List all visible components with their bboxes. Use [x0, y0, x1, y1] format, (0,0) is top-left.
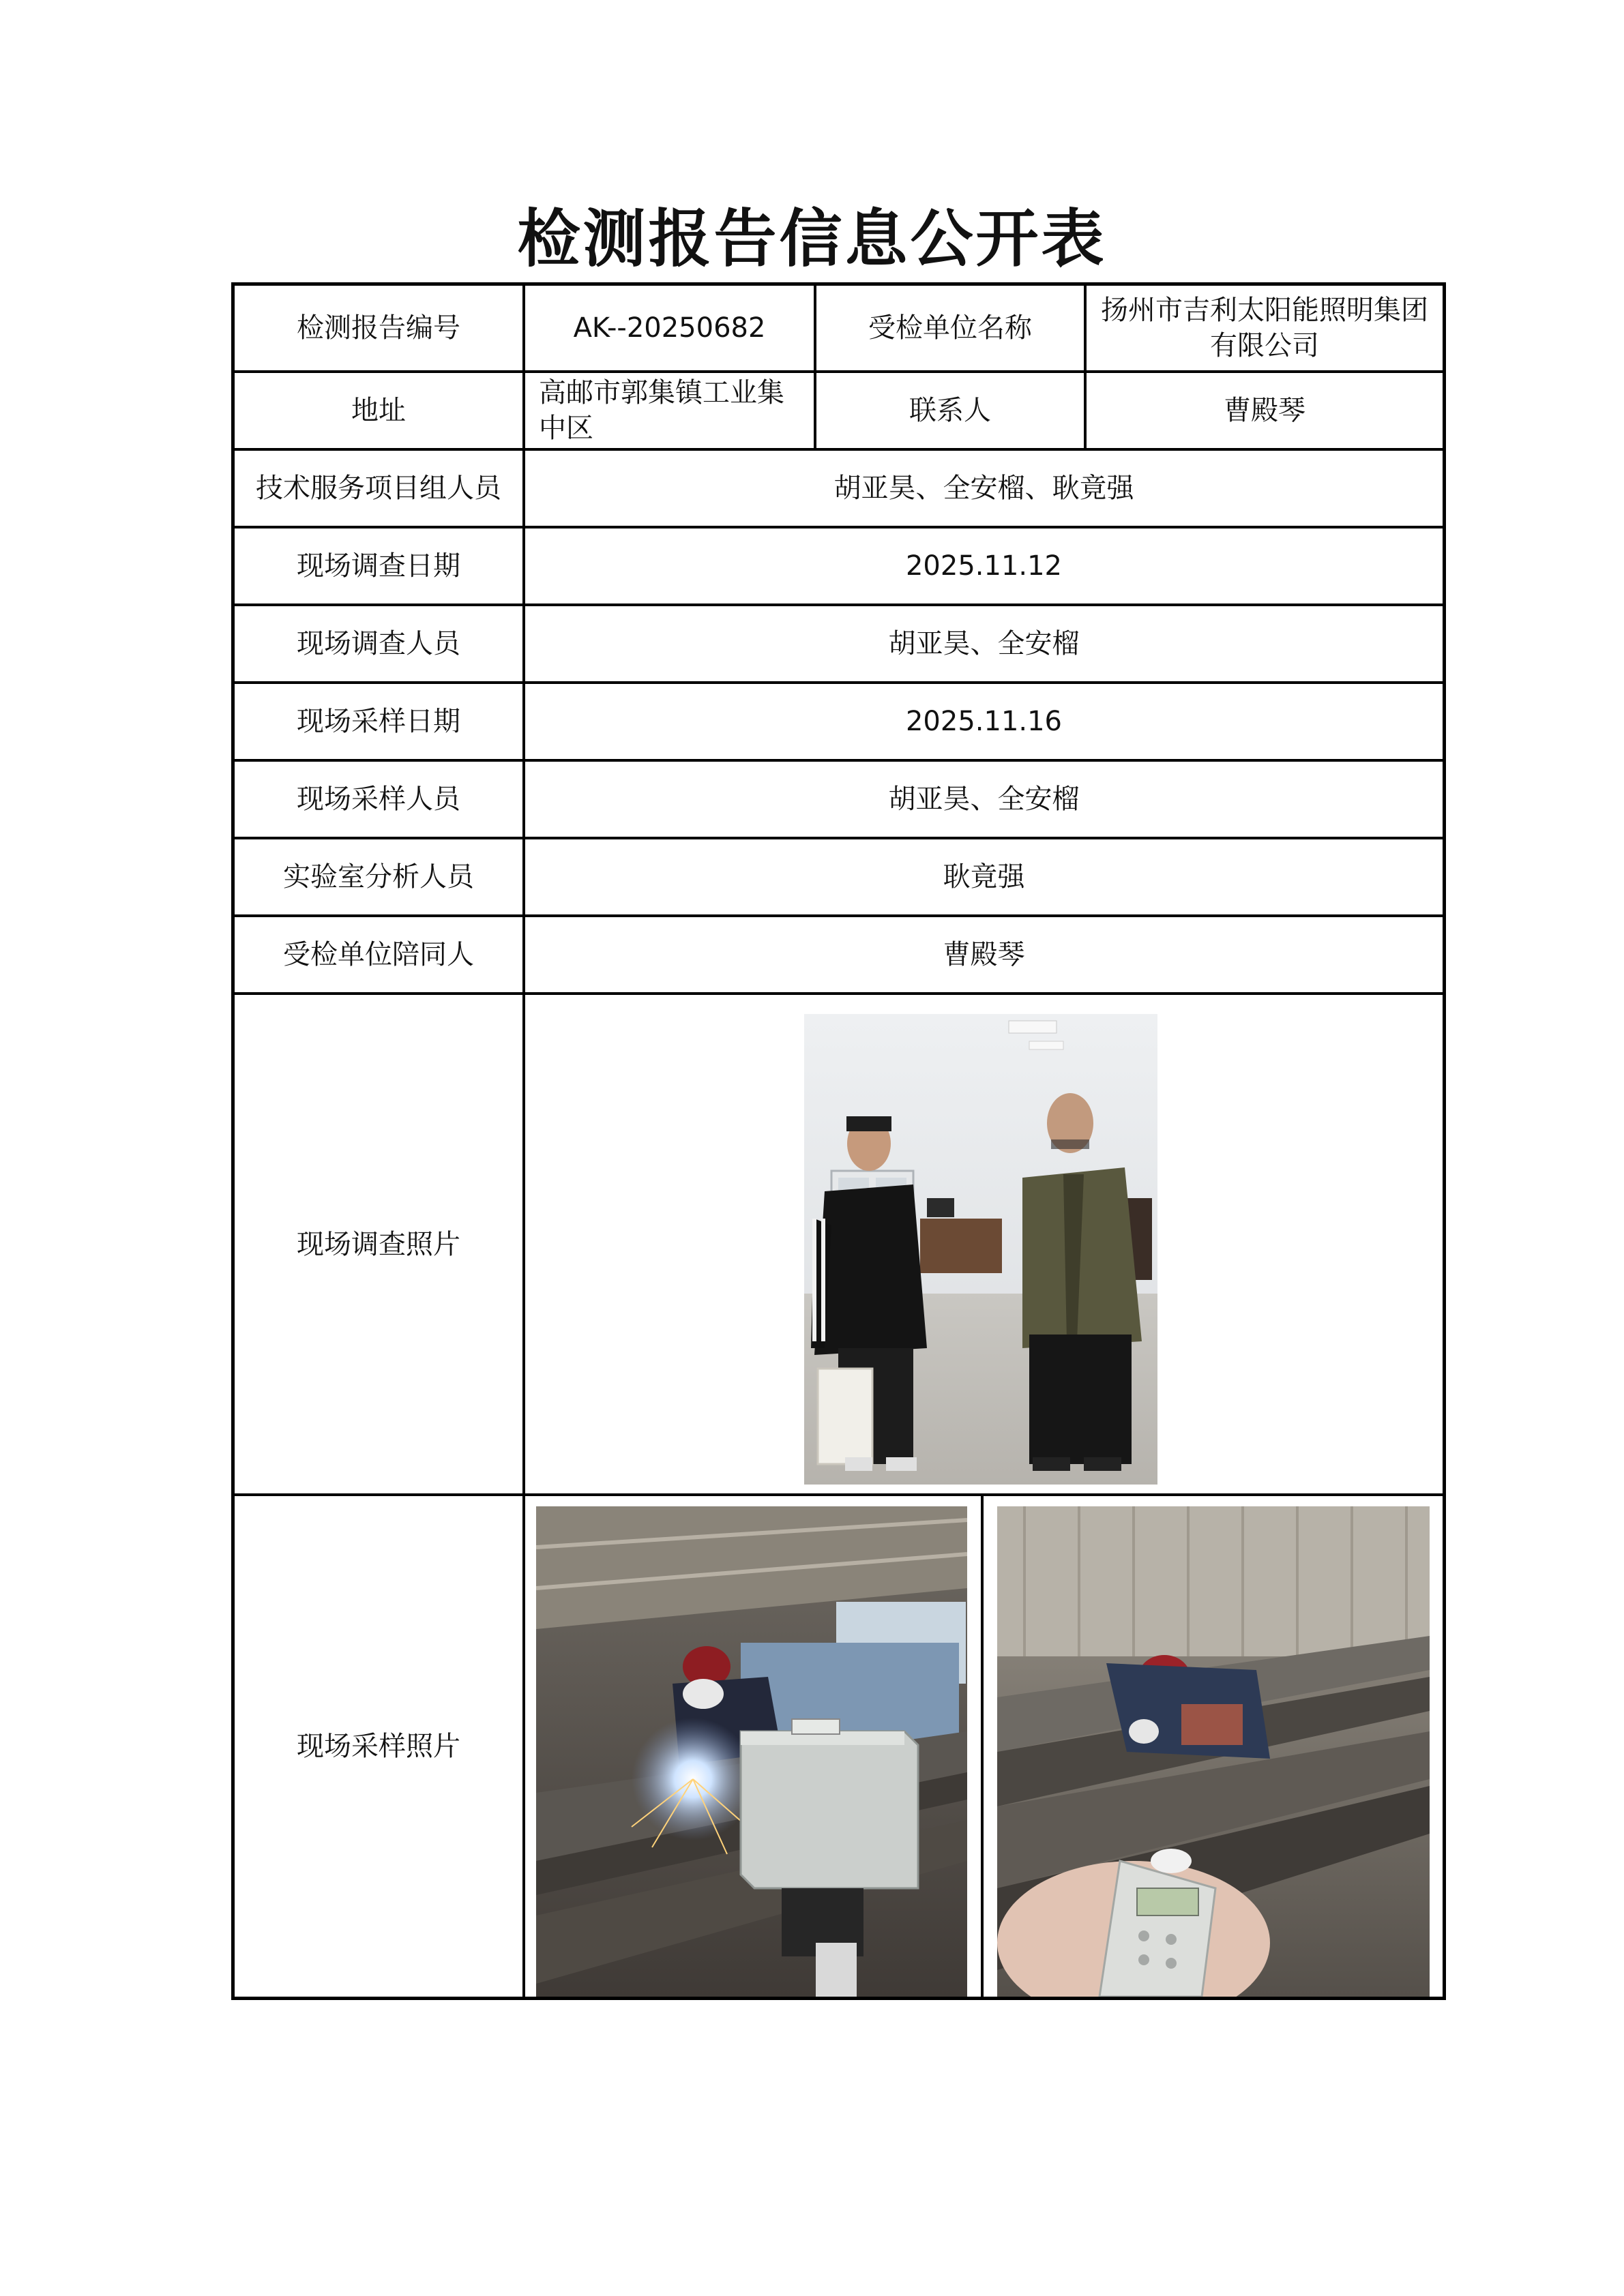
- escort-label: 受检单位陪同人: [283, 939, 474, 970]
- sampling-photo-noise-meter: [997, 1506, 1430, 1997]
- contact-value: 曹殿琴: [1224, 395, 1305, 426]
- contact-label: 联系人: [909, 395, 991, 426]
- survey-photo: [804, 1014, 1157, 1485]
- report-no-label: 检测报告编号: [297, 312, 460, 344]
- address-value: 高邮市郭集镇工业集中区: [539, 377, 784, 444]
- address-label: 地址: [351, 395, 406, 426]
- page-title: 检测报告信息公开表: [517, 202, 1107, 275]
- team-value: 胡亚昊、全安榴、耿竟强: [833, 473, 1134, 504]
- sampling-staff-label: 现场采样人员: [297, 784, 460, 815]
- unit-name-label: 受检单位名称: [868, 312, 1032, 344]
- sampling-photo-label: 现场采样照片: [297, 1731, 460, 1762]
- team-label: 技术服务项目组人员: [256, 473, 501, 504]
- sampling-date-value: 2025.11.16: [905, 706, 1063, 737]
- lab-staff-value: 耿竟强: [943, 861, 1025, 893]
- survey-date-value: 2025.11.12: [905, 550, 1063, 582]
- column-divider: [981, 1493, 984, 1997]
- info-table: [231, 282, 1446, 2000]
- sampling-date-label: 现场采样日期: [297, 706, 460, 737]
- survey-photo-label: 现场调查照片: [297, 1228, 460, 1260]
- survey-staff-value: 胡亚昊、全安榴: [888, 628, 1080, 659]
- unit-name-value: 扬州市吉利太阳能照明集团有限公司: [1101, 295, 1428, 361]
- sampling-photo-welding: [536, 1506, 967, 1997]
- survey-staff-label: 现场调查人员: [297, 628, 460, 659]
- report-no-value: AK--20250682: [573, 312, 766, 344]
- escort-value: 曹殿琴: [943, 939, 1025, 970]
- survey-date-label: 现场调查日期: [297, 550, 460, 582]
- sampling-staff-value: 胡亚昊、全安榴: [888, 784, 1080, 815]
- lab-staff-label: 实验室分析人员: [283, 861, 474, 893]
